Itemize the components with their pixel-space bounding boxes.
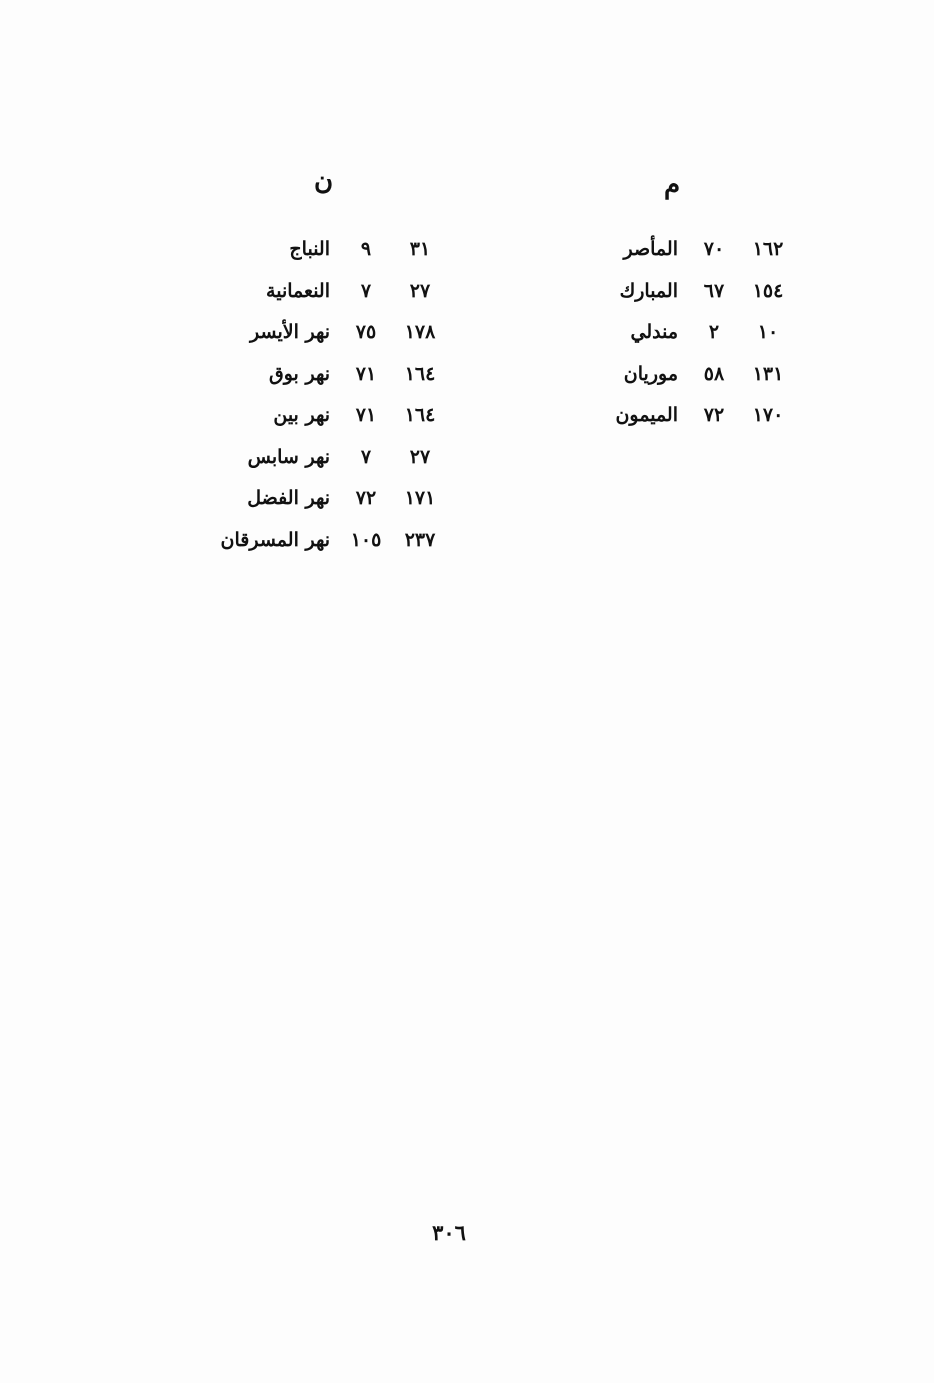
- index-number-secondary: ١٠٥: [350, 528, 382, 551]
- index-entry-name: النباج: [289, 238, 330, 260]
- index-row: [204, 487, 444, 529]
- index-row: [582, 363, 792, 405]
- index-row: [582, 238, 792, 280]
- index-entry-name: نهر الأيسر: [250, 321, 330, 343]
- index-number-secondary: ٧١: [355, 404, 377, 426]
- index-number-primary: ١٠: [757, 321, 779, 343]
- index-entry-name: موريان: [623, 362, 678, 385]
- index-number-primary: ٣١: [409, 238, 431, 260]
- index-row: [582, 321, 792, 363]
- section-heading-mim: م: [664, 170, 681, 200]
- index-number-secondary: ٧: [360, 279, 372, 302]
- index-entry-name: المأصر: [623, 238, 678, 260]
- index-row: [204, 321, 444, 363]
- index-number-secondary: ٧٢: [703, 404, 725, 426]
- index-row: [204, 446, 444, 488]
- index-number-primary: ١٦٤: [404, 362, 436, 385]
- index-row: [204, 404, 444, 446]
- index-number-secondary: ٦٧: [703, 279, 725, 302]
- index-row: [204, 238, 444, 280]
- index-entry-name: نهر المسرقان: [220, 528, 330, 551]
- index-number-secondary: ٧: [360, 445, 372, 468]
- index-entry-name: مندلي: [630, 321, 678, 343]
- index-number-primary: ١٧٨: [404, 321, 436, 343]
- index-number-primary: ١٥٤: [752, 279, 784, 302]
- index-entry-name: الميمون: [615, 404, 678, 426]
- page-number-text: ٣٠٦: [432, 1220, 466, 1245]
- section-heading-nun: ن: [314, 166, 334, 196]
- index-number-primary: ١٧١: [404, 487, 436, 509]
- index-number-primary: ١٧٠: [752, 404, 784, 426]
- index-column-mim: [582, 238, 792, 446]
- index-entry-name: نهر الفضل: [247, 487, 330, 509]
- index-entry-name: نهر سابس: [247, 445, 330, 468]
- index-number-primary: ١٦٤: [404, 404, 436, 426]
- index-number-primary: ١٦٢: [752, 238, 784, 260]
- index-number-secondary: ٢: [708, 321, 720, 343]
- index-number-secondary: ٧٠: [703, 238, 725, 260]
- index-entry-name: نهر بين: [273, 404, 330, 426]
- index-entry-name: المبارك: [619, 279, 678, 302]
- index-entry-name: النعمانية: [266, 279, 330, 302]
- index-row: [204, 529, 444, 571]
- index-row: [582, 404, 792, 446]
- index-row: [204, 280, 444, 322]
- index-row: [582, 280, 792, 322]
- page-number: [0, 1220, 934, 1245]
- index-number-secondary: ٧١: [355, 362, 377, 385]
- index-number-secondary: ٩: [360, 238, 372, 260]
- index-column-nun: [204, 238, 444, 570]
- index-entry-name: نهر بوق: [269, 362, 330, 385]
- index-number-secondary: ٧٥: [355, 321, 377, 343]
- index-number-secondary: ٧٢: [355, 487, 377, 509]
- index-number-primary: ٢٣٧: [404, 528, 436, 551]
- index-number-primary: ٢٧: [409, 279, 431, 302]
- index-number-primary: ١٣١: [752, 362, 784, 385]
- index-number-secondary: ٥٨: [703, 362, 725, 385]
- index-number-primary: ٢٧: [409, 445, 431, 468]
- index-row: [204, 363, 444, 405]
